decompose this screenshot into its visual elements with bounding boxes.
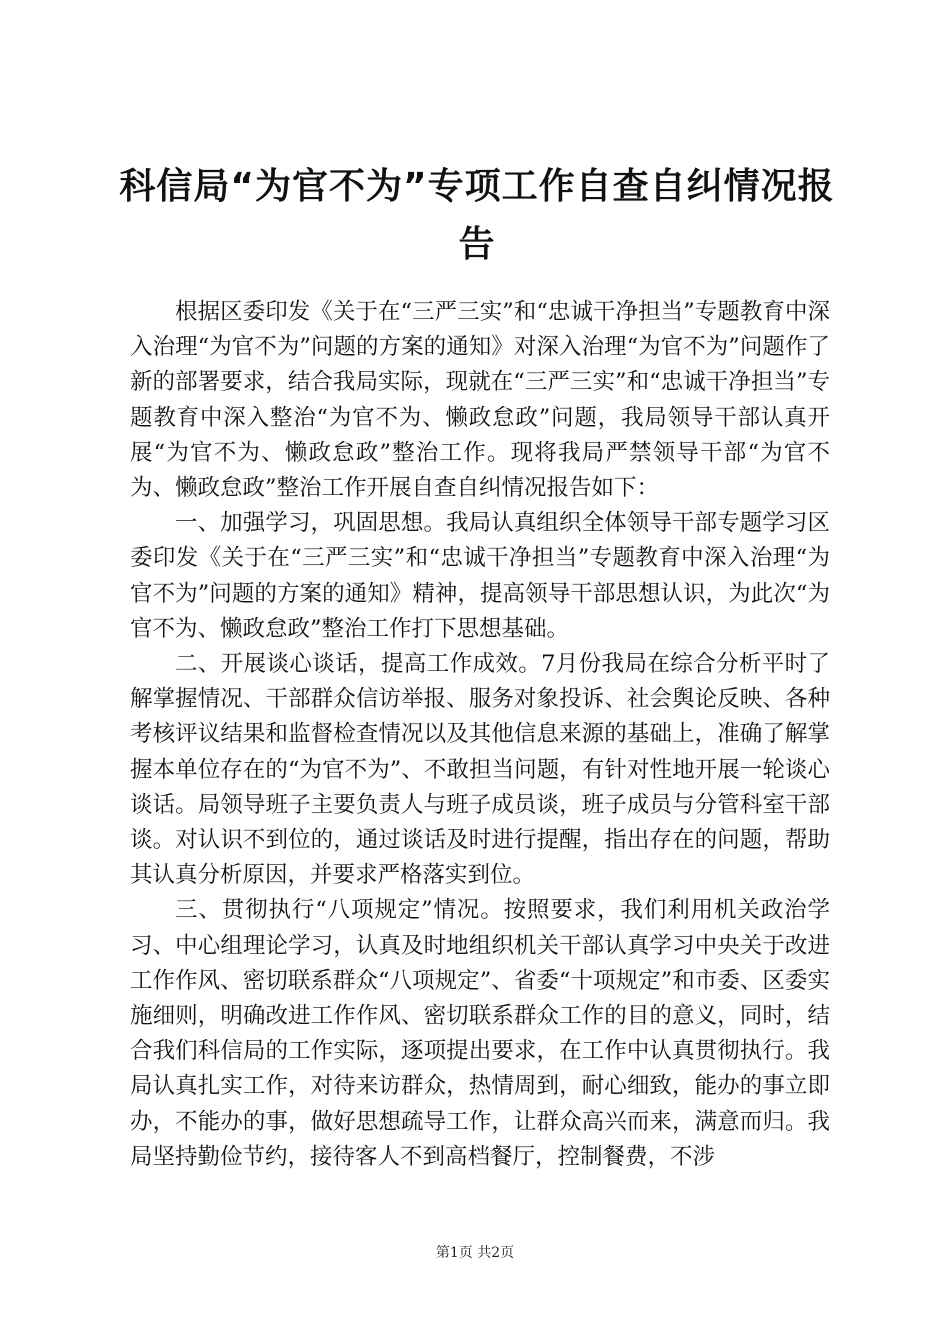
page-number-footer: 第1页 共2页 [435,1245,515,1261]
section-one-paragraph: 一、加强学习，巩固思想。我局认真组织全体领导干部专题学习区委印发《关于在“三严三实”和“忠诚干净担当”专题教育中深入治理“为官不为”问题的方案的通知》精神，提高领导干部思想认识，为此次“为官不为、懒政怠政”整治工作打下思想基础。 [130,510,830,642]
section-three-paragraph: 三、贯彻执行“八项规定”情况。按照要求，我们利用机关政治学习、中心组理论学习，认真及时地组织机关干部认真学习中央关于改进工作作风、密切联系群众“八项规定”、省委“十项规定”和市委、区委实施细则，明确改进工作作风、密切联系群众工作的目的意义，同时，结合我们科信局的工作实际，逐项提出要求，在工作中认真贯彻执行。我局认真扎实工作，对待来访群众，热情周到，耐心细致，能办的事立即办，不能办的事，做好思想疏导工作，让群众高兴而来，满意而归。我局坚持勤俭节约，接待客人不到高档餐厅，控制餐费，不涉 [130,897,830,1170]
section-two-paragraph: 二、开展谈心谈话，提高工作成效。7月份我局在综合分析平时了解掌握情况、干部群众信访举报、服务对象投诉、社会舆论反映、各种考核评议结果和监督检查情况以及其他信息来源的基础上，准确了解掌握本单位存在的“为官不为”、不敢担当问题，有针对性地开展一轮谈心谈话。局领导班子主要负责人与班子成员谈，班子成员与分管科室干部谈。对认识不到位的，通过谈话及时进行提醒，指出存在的问题，帮助其认真分析原因，并要求严格落实到位。 [130,651,830,889]
document-body [130,295,830,1175]
intro-paragraph: 根据区委印发《关于在“三严三实”和“忠诚干净担当”专题教育中深入治理“为官不为”问题的方案的通知》对深入治理“为官不为”问题作了新的部署要求，结合我局实际，现就在“三严三实”和“忠诚干净担当”专题教育中深入整治“为官不为、懒政怠政”问题，我局领导干部认真开展“为官不为、懒政怠政”整治工作。现将我局严禁领导干部“为官不为、懒政怠政”整治工作开展自查自纠情况报告如下： [130,299,830,502]
document-title: 科信局“为官不为”专项工作自查自纠情况报告 [119,166,835,265]
